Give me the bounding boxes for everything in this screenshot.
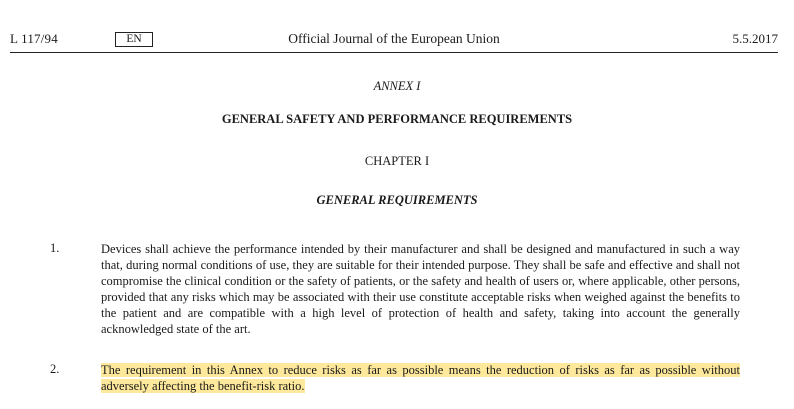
- paragraph-text: Devices shall achieve the performance intended by their manufacturer and shall be designed and manufactured in such a way that, during normal conditions of use, they are suitable for their intended purpose. They shall be safe and effective and shall not compromise the clinical condition or the safety of patients, or the safety and health of users or, where applicable, other persons, provided that any risks which may be associated with their use constitute acceptable risks when weighed against the benefits to the patient and are compatible with a high level of protection of health and safety, taking into account the generally acknowledged state of the art.: [101, 242, 740, 336]
- journal-reference: L 117/94: [10, 31, 58, 46]
- annex-title: GENERAL SAFETY AND PERFORMANCE REQUIREMENTS: [221, 112, 573, 126]
- paragraph-text-highlighted: [101, 362, 740, 394]
- text-highlight: The requirement in this Annex to reduce risks as far as possible means the reduction of risks as far as possible without adversely affecting the benefit-risk ratio.: [101, 363, 740, 393]
- language-badge: EN: [115, 32, 153, 47]
- chapter-title: GENERAL REQUIREMENTS: [316, 193, 478, 207]
- chapter-label: CHAPTER I: [364, 154, 430, 168]
- annex-label: ANNEX I: [373, 79, 421, 93]
- journal-header: [10, 30, 778, 53]
- paragraph-number: 2.: [50, 362, 60, 376]
- journal-title: Official Journal of the European Union: [288, 31, 500, 46]
- publication-date: 5.5.2017: [732, 31, 778, 46]
- paragraph-number: 1.: [50, 241, 60, 255]
